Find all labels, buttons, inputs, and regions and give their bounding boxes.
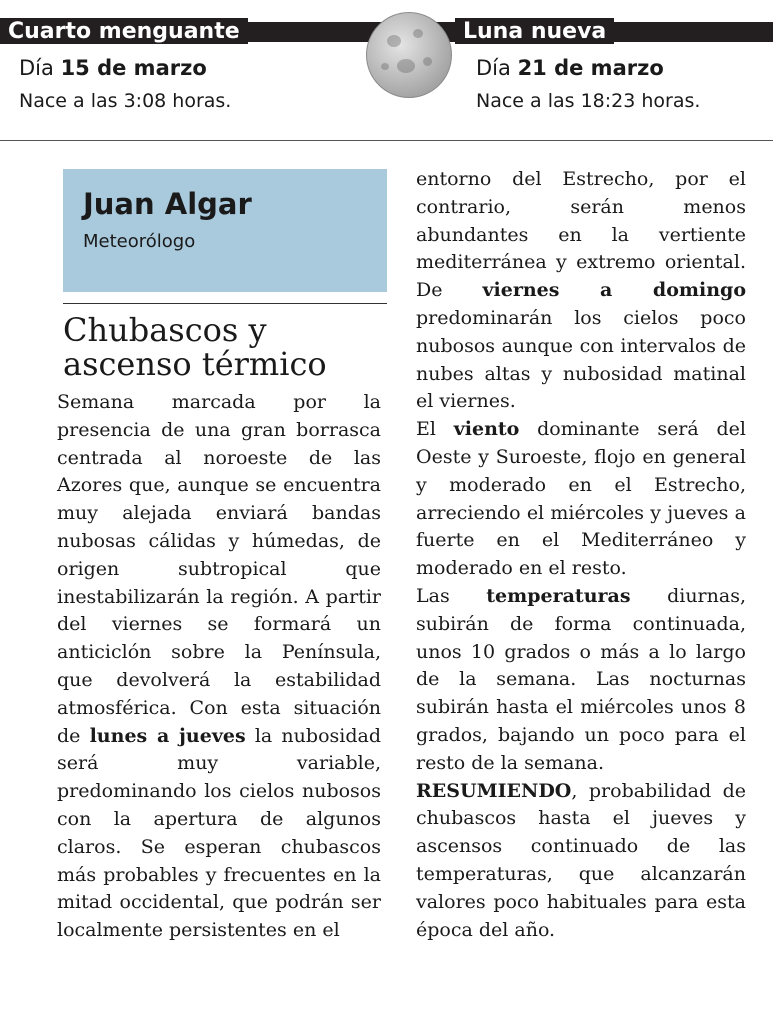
- phase-date-left: Día 15 de marzo: [19, 56, 207, 80]
- article-paragraph: RESUMIENDO, probabilidad de chubascos hasta el jueves y ascensos continuado de las temperaturas, que alcanzarán valores poco habituales para esta época del año.: [416, 779, 746, 941]
- author-role: Meteorólogo: [83, 231, 196, 252]
- phase-rise-right: Nace a las 18:23 horas.: [476, 90, 701, 112]
- phase-label-left: Cuarto menguante: [0, 18, 248, 44]
- column-divider: [63, 303, 387, 304]
- article-column-left: [57, 389, 381, 945]
- author-box: [63, 169, 387, 292]
- phase-date-right: Día 21 de marzo: [476, 56, 664, 80]
- article-column-right: [416, 166, 746, 944]
- phase-rise-left: Nace a las 3:08 horas.: [19, 90, 232, 112]
- header-divider: [0, 140, 773, 141]
- article-paragraph: El viento dominante será del Oeste y Suroeste, flojo en general y moderado en el Estrecho, arreciendo el miércoles y jueves a fuerte en el Mediterráneo y moderado en el resto.: [416, 418, 746, 580]
- author-name: Juan Algar: [83, 187, 252, 221]
- article-paragraph: Las temperaturas diurnas, subirán de forma continuada, unos 10 grados o más a lo largo de la semana. Las nocturnas subirán hasta el miércoles unos 8 grados, bajando un poco para el resto de la semana.: [416, 584, 746, 774]
- moon-icon: [366, 12, 452, 98]
- article-headline: Chubascos y ascenso térmico: [63, 311, 327, 383]
- article-paragraph: Semana marcada por la presencia de una gran borrasca centrada al noroeste de las Azores que, aunque se encuentra muy alejada enviará bandas nubosas cálidas y húmedas, de origen subtropical que inestabilizarán la región. A partir del viernes se formará un anticiclón sobre la Península, que devolverá la estabilidad atmosférica. Con esta situación de lunes a jueves la nubosidad será muy variable, predominando los cielos nubosos con la apertura de algunos claros. Se esperan chubascos más probables y frecuentes en la mitad occidental, que podrán ser localmente persistentes en el: [57, 391, 381, 942]
- phase-label-right: Luna nueva: [455, 18, 614, 44]
- article-paragraph: entorno del Estrecho, por el contrario, serán menos abundantes en la vertiente mediterránea y extremo oriental. De viernes a domingo predominarán los cielos poco nubosos aunque con intervalos de nubes altas y nubosidad matinal el viernes.: [416, 168, 746, 413]
